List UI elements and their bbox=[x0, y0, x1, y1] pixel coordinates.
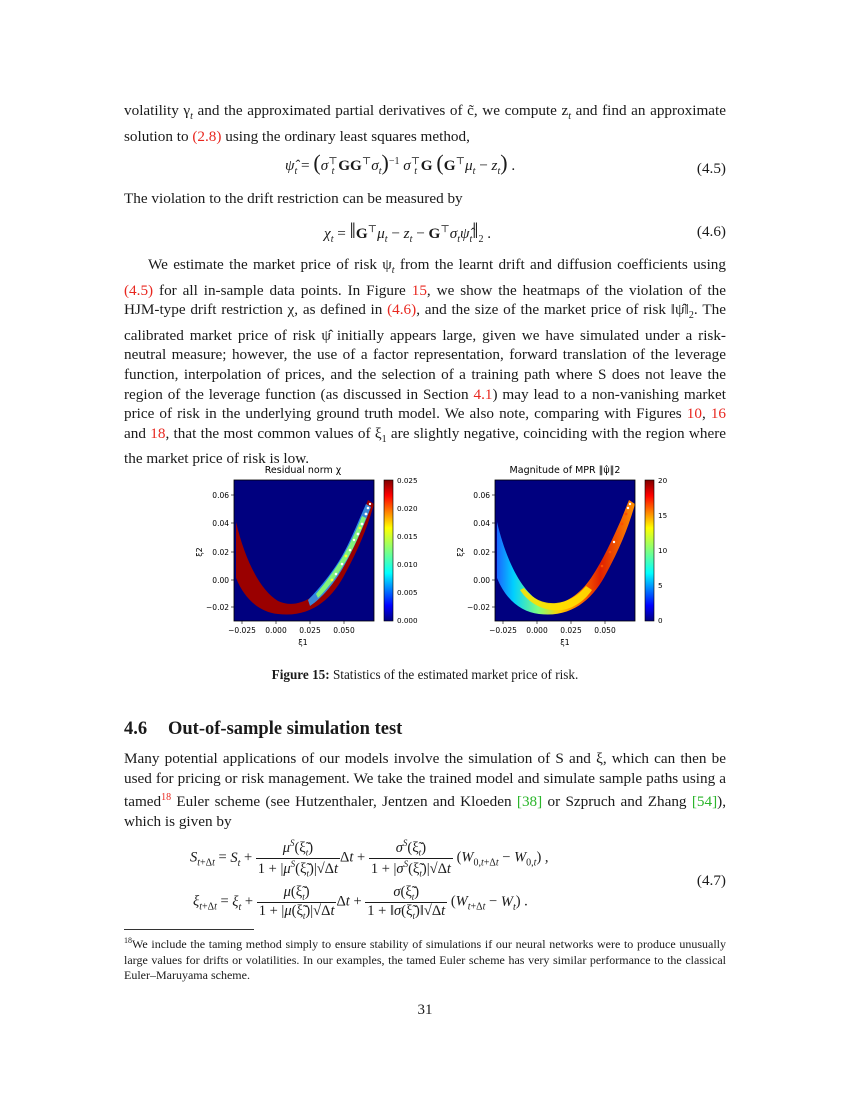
figure-caption: Figure 15: Statistics of the estimated market price of risk. bbox=[271, 667, 579, 682]
svg-text:0.000: 0.000 bbox=[265, 626, 287, 635]
svg-text:20: 20 bbox=[658, 476, 668, 485]
svg-text:5: 5 bbox=[658, 581, 663, 590]
equation-number-4-5: (4.5) bbox=[696, 160, 726, 177]
footnote-mark[interactable]: 18 bbox=[161, 792, 172, 804]
svg-text:0: 0 bbox=[658, 616, 663, 625]
page-number: 31 bbox=[417, 1002, 433, 1018]
svg-text:0.000: 0.000 bbox=[397, 616, 418, 625]
colorbar-tick-labels bbox=[658, 476, 668, 625]
residual-norm-panel bbox=[195, 465, 418, 647]
y-axis-label: ξ2 bbox=[195, 547, 204, 557]
equation-number-4-6: (4.6) bbox=[696, 223, 726, 240]
ref-figure-15[interactable]: 15 bbox=[411, 281, 427, 299]
ref-figure-18[interactable]: 18 bbox=[150, 424, 166, 442]
ref-citation-54[interactable]: [54] bbox=[691, 793, 718, 811]
x-axis-label: ξ1 bbox=[298, 638, 308, 647]
intro-paragraph: volatility $\gamma_t$ and the approximated partial derivatives of c̃, we compute $z_t$ and find an approximate solution to (2.8) using the ordinary least squares method, bbox=[124, 102, 727, 145]
svg-text:0.020: 0.020 bbox=[397, 504, 418, 513]
ref-citation-38[interactable]: [38] bbox=[516, 793, 543, 811]
footnote-rule bbox=[124, 929, 254, 930]
ref-section-4-1[interactable]: 4.1 bbox=[473, 385, 493, 403]
chart-title: Magnitude of MPR ‖ψ̂‖2 bbox=[509, 465, 621, 476]
ref-eq-2-8[interactable]: (2.8) bbox=[192, 127, 222, 145]
colorbar bbox=[384, 480, 393, 621]
equation-4-7-line1: $S_{t+\Delta t} = S_t$ + $\frac{\mu^S(\xĩ_t)}{1 + |\mu^S(\xĩ_t)|√\Delta t}$ Δt + $\frac{\sigma^S(\xĩ_t)}{1 + |\sigma^S(\xĩ_t)|√\Delta t}$ $(W_{0,t+\Delta t} - W_{0,t})$ , bbox=[190, 838, 549, 879]
svg-text:0.06: 0.06 bbox=[473, 491, 490, 500]
y-tick-labels bbox=[467, 491, 490, 612]
svg-text:0.050: 0.050 bbox=[594, 626, 616, 635]
ref-eq-4-6[interactable]: (4.6) bbox=[387, 301, 417, 319]
svg-text:15: 15 bbox=[658, 511, 668, 520]
x-tick-labels bbox=[489, 626, 616, 635]
section-heading: 4.6 Out-of-sample simulation test bbox=[124, 719, 403, 739]
svg-text:−0.025: −0.025 bbox=[489, 626, 517, 635]
svg-text:0.000: 0.000 bbox=[526, 626, 548, 635]
colorbar-tick-labels bbox=[397, 476, 418, 625]
chart-title: Residual norm χ bbox=[264, 465, 342, 476]
ref-figure-10[interactable]: 10 bbox=[686, 405, 702, 423]
svg-text:0.015: 0.015 bbox=[397, 532, 418, 541]
svg-text:0.010: 0.010 bbox=[397, 560, 418, 569]
equation-4-5: $\psî_t = (\sigma^⊤_t$ $GG^⊤\sigma_t)^{-1}$ $\sigma^⊤_t$ G $(G^⊤\mu_t - z_t)$ . bbox=[285, 150, 516, 178]
figure-15 bbox=[190, 460, 670, 655]
svg-text:0.050: 0.050 bbox=[333, 626, 355, 635]
equation-4-7-line2: $\xi_{t+\Delta t} = \xi_t$ + $\frac{\mu(\xĩ_t)}{1 + |\mu(\xĩ_t)|√\Delta t}$ Δt + $\frac{\sigma(\xĩ_t)}{1 + ‖\sigma(\xĩ_t)‖√\Delta t}$ $(W_{t+\Delta t} - W_t)$ . bbox=[193, 884, 528, 921]
svg-text:0.00: 0.00 bbox=[473, 576, 490, 585]
svg-text:0.02: 0.02 bbox=[473, 548, 490, 557]
ref-eq-4-5[interactable]: (4.5) bbox=[124, 281, 154, 299]
svg-text:0.04: 0.04 bbox=[473, 519, 490, 528]
ref-figure-16[interactable]: 16 bbox=[710, 405, 726, 423]
y-tick-labels bbox=[206, 491, 229, 612]
svg-text:0.025: 0.025 bbox=[397, 476, 418, 485]
x-axis-label: ξ1 bbox=[560, 638, 570, 647]
footnote-18: $^{18}$We include the taming method simply to ensure stability of simulations if our neural networks were to produce unusually large values for drifts or volatilities. In our examples, the tamed Euler scheme has very similar performance to the classical Euler–Maruyama scheme. bbox=[124, 936, 726, 983]
svg-text:0.02: 0.02 bbox=[212, 548, 229, 557]
svg-text:−0.02: −0.02 bbox=[467, 603, 490, 612]
svg-text:−0.02: −0.02 bbox=[206, 603, 229, 612]
equation-4-6: $\chi_t$ = $‖G^⊤\mu_t - z_t$ − $G^⊤\sigma_t\psî_t‖_2$ . bbox=[324, 218, 492, 246]
svg-text:10: 10 bbox=[658, 546, 668, 555]
x-tick-labels bbox=[228, 626, 355, 635]
equation-number-4-7: (4.7) bbox=[696, 872, 726, 889]
mpr-paragraph: We estimate the market price of risk $\psi_t$ from the learnt drift and diffusion coefficients using (4.5) for all in-sample data points. In Figure 15, we show the heatmaps of the violation of the HJM-type drift restriction χ, as defined in (4.6), and the size of the market price of risk $‖\psî‖_2$. The calibrated market price of risk ψ̂ initially appears large, given we have simulated under a risk-neutral measure; however, the use of a factor representation, forward translation of the leverage function, interpolation of prices, and the selection of a training path where S does not leave the region of the leverage function (as discussed in Section 4.1) may lead to a non-vanishing market price of risk in the underlying ground truth model. We also note, comparing with Figures 10, 16 and 18, that the most common values of $\xi_1$ are slightly negative, coinciding with the region where the market price of risk is low. bbox=[124, 256, 726, 468]
violation-sentence: The violation to the drift restriction can be measured by bbox=[124, 190, 463, 207]
colorbar bbox=[645, 480, 654, 621]
svg-text:0.025: 0.025 bbox=[299, 626, 321, 635]
svg-text:0.04: 0.04 bbox=[212, 519, 229, 528]
y-axis-label: ξ2 bbox=[456, 547, 465, 557]
svg-text:−0.025: −0.025 bbox=[228, 626, 256, 635]
svg-text:0.025: 0.025 bbox=[560, 626, 582, 635]
svg-text:0.06: 0.06 bbox=[212, 491, 229, 500]
simulation-paragraph: Many potential applications of our models involve the simulation of S and ξ, which can then be used for pricing or risk management. We take the trained model and simulate sample paths using a tamed$^{18}$ Euler scheme (see Hutzenthaler, Jentzen and Kloeden [38] or Szpruch and Zhang [54]), which is given by bbox=[124, 750, 726, 830]
svg-text:0.005: 0.005 bbox=[397, 588, 418, 597]
svg-text:0.00: 0.00 bbox=[212, 576, 229, 585]
mpr-magnitude-panel bbox=[456, 465, 668, 647]
